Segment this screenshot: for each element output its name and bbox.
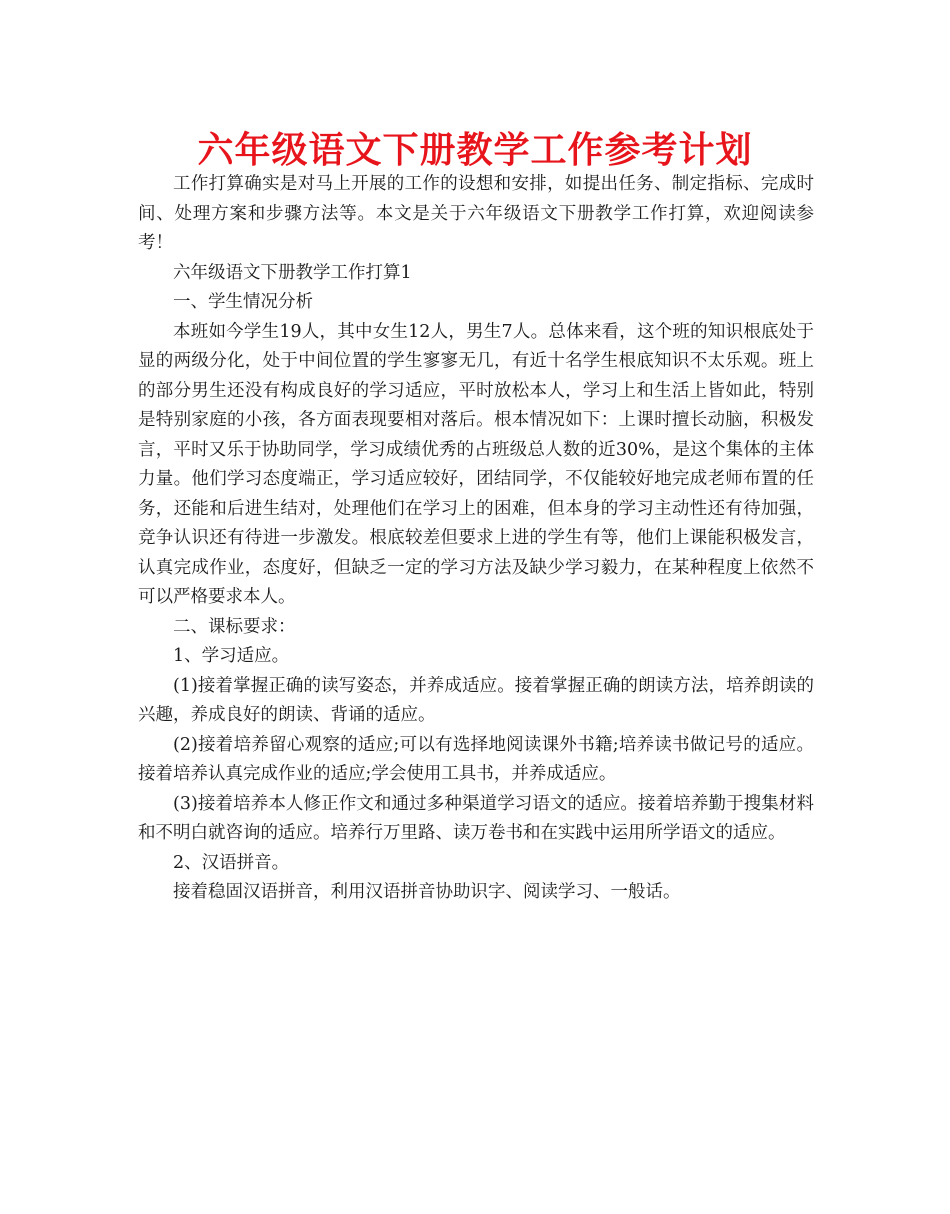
habit-item-2: (2)接着培养留心观察的适应;可以有选择地阅读课外书籍;培养读书做记号的适应。接着培养认真完成作业的适应;学会使用工具书，并养成适应。 <box>138 734 814 784</box>
document-body <box>138 170 814 908</box>
section-heading-student-analysis: 一、学生情况分析 <box>173 292 313 312</box>
habit-item-3: (3)接着培养本人修正作文和通过多种渠道学习语文的适应。接着培养勤于搜集材料和不明白就咨询的适应。培养行万里路、读万卷书和在实践中运用所学语文的适应。 <box>138 793 814 843</box>
pinyin-paragraph: 接着稳固汉语拼音，利用汉语拼音协助识字、阅读学习、一般话。 <box>173 882 681 902</box>
document-title: 六年级语文下册教学工作参考计划 <box>197 129 753 171</box>
plan-heading: 六年级语文下册教学工作打算1 <box>173 262 412 283</box>
student-analysis-paragraph: 本班如今学生19人，其中女生12人，男生7人。总体来看，这个班的知识根底处于显的两级分化，处于中间位置的学生寥寥无几，有近十名学生根底知识不太乐观。班上的部分男生还没有构成良好的学习适应，平时放松本人，学习上和生活上皆如此，特别是特别家庭的小孩，各方面表现要相对落后。根本情况如下：上课时擅长动脑，积极发言，平时又乐于协助同学，学习成绩优秀的占班级总人数的近30%，是这个集体的主体力量。他们学习态度端正，学习适应较好，团结同学，不仅能较好地完成老师布置的任务，还能和后进生结对，处理他们在学习上的困难，但本身的学习主动性还有待加强，竞争认识还有待进一步激发。根底较差但要求上进的学生有等，他们上课能积极发言，认真完成作业，态度好，但缺乏一定的学习方法及缺少学习毅力，在某种程度上依然不可以严格要求本人。 <box>138 321 814 607</box>
subheading-study-habits: 1、学习适应。 <box>173 646 290 666</box>
section-heading-curriculum: 二、课标要求： <box>173 616 296 637</box>
intro-paragraph: 工作打算确实是对马上开展的工作的设想和安排，如提出任务、制定指标、完成时间、处理方案和步骤方法等。本文是关于六年级语文下册教学工作打算，欢迎阅读参考！ <box>138 174 814 253</box>
habit-item-1: (1)接着掌握正确的读写姿态，并养成适应。接着掌握正确的朗读方法，培养朗读的兴趣，养成良好的朗读、背诵的适应。 <box>138 675 814 725</box>
subheading-pinyin: 2、汉语拼音。 <box>173 852 290 873</box>
